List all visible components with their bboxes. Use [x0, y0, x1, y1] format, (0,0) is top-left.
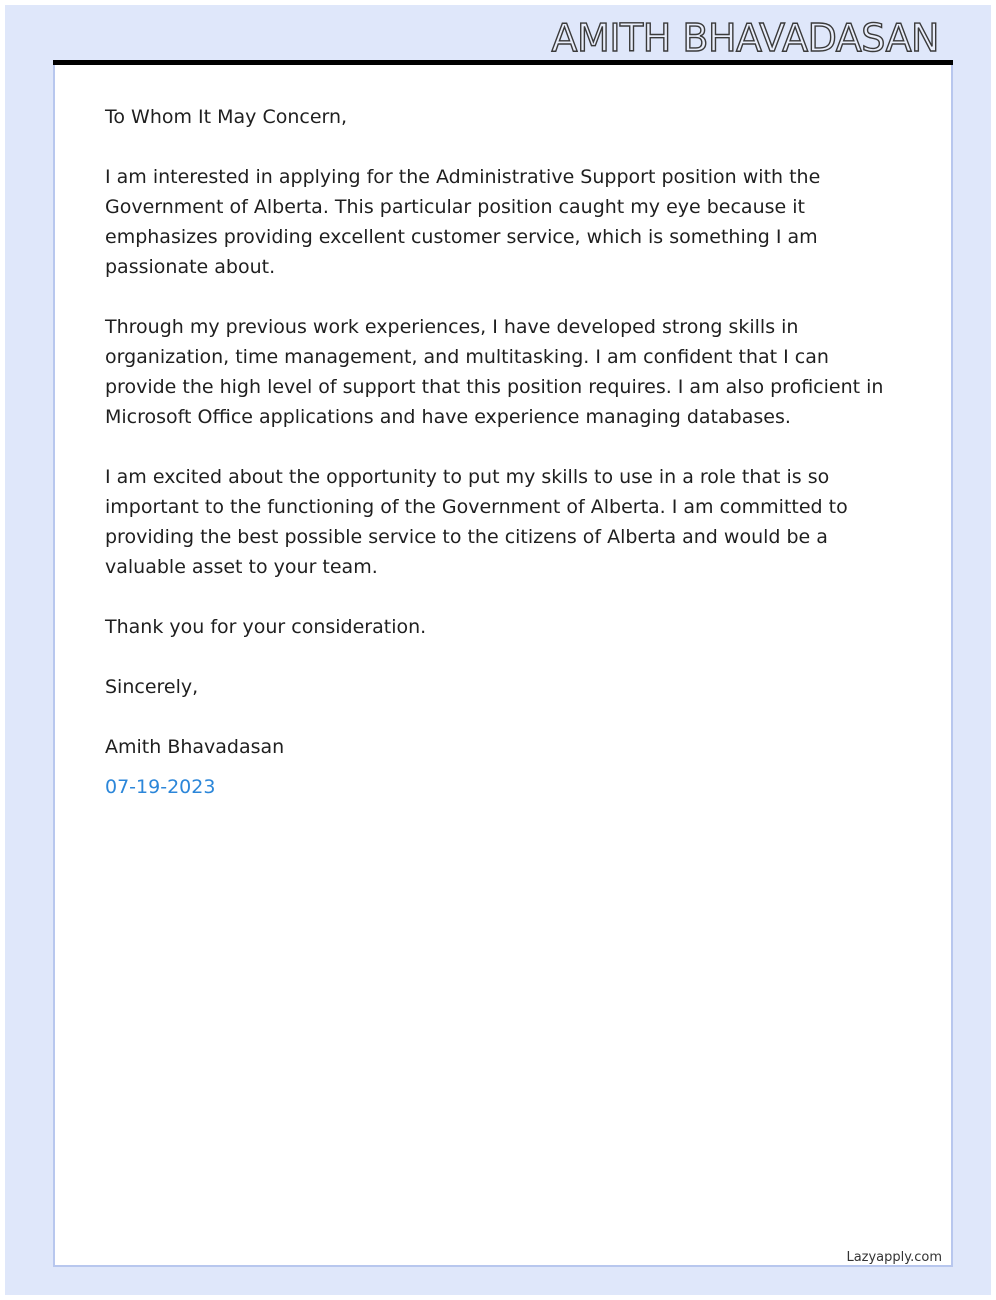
- document-background: [5, 5, 991, 1295]
- closing: Sincerely,: [105, 676, 199, 698]
- letter-date: 07-19-2023: [105, 776, 216, 798]
- applicant-name-header: AMITH BHAVADASAN: [551, 16, 939, 60]
- paragraph-2: Through my previous work experiences, I have developed strong skills in organization, time management, and multitasking. I am confident that I can provide the high level of support that this position requires. I am also proficient in Microsoft Office applications and have experience managing databases.: [105, 316, 884, 428]
- paragraph-3: I am excited about the opportunity to put my skills to use in a role that is so important to the functioning of the Government of Alberta. I am committed to providing the best possible service to the citizens of Alberta and would be a valuable asset to your team.: [105, 466, 848, 578]
- footer-brand: Lazyapply.com: [846, 1250, 942, 1265]
- signer-name: Amith Bhavadasan: [105, 736, 285, 758]
- salutation: To Whom It May Concern,: [105, 106, 348, 128]
- letter-page: [53, 65, 953, 1267]
- thanks-line: Thank you for your consideration.: [105, 616, 427, 638]
- paragraph-1: I am interested in applying for the Administrative Support position with the Government of Alberta. This particular position caught my eye because it emphasizes providing excellent customer service, which is something I am passionate about.: [105, 166, 821, 278]
- cover-letter-body: [105, 102, 905, 802]
